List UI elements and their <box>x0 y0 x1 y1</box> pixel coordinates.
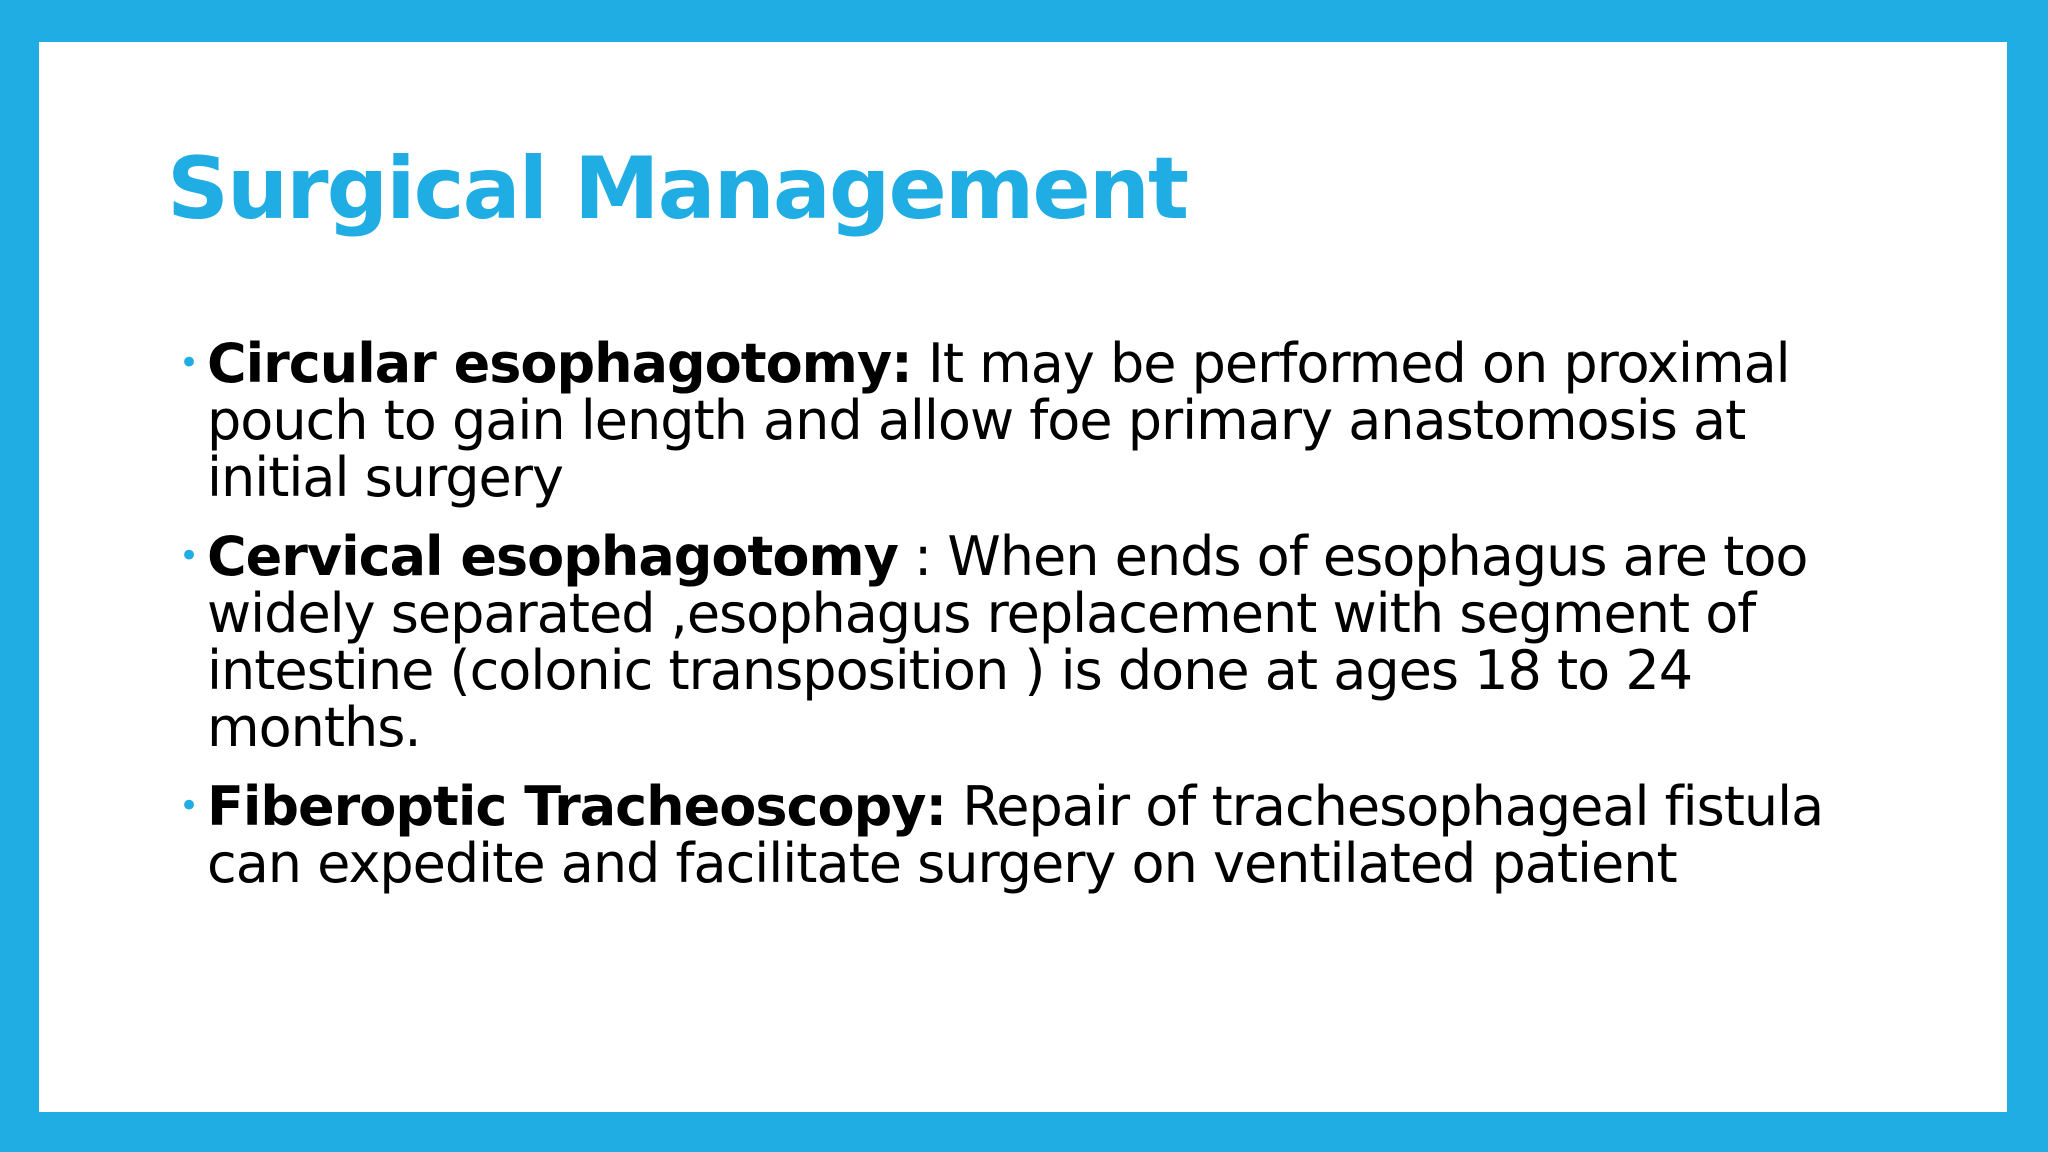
bullet-item <box>179 775 1887 895</box>
bullet-dot-icon: • <box>179 343 199 383</box>
bullet-term: Cervical esophagotomy <box>207 525 898 588</box>
bullet-dot-icon: • <box>179 786 199 826</box>
bullet-text: It may be performed on proximal pouch to gain length and allow foe primary anastomosis at initial surgery <box>207 332 1790 509</box>
bullet-text: Repair of trachesophageal fistula can expedite and facilitate surgery on ventilated patient <box>207 775 1824 895</box>
bullet-item <box>179 332 1887 509</box>
bullet-term: Circular esophagotomy: <box>207 332 912 395</box>
bullet-term: Fiberoptic Tracheoscopy: <box>207 775 947 838</box>
bullet-list <box>179 332 1887 914</box>
bullet-text: : When ends of esophagus are too widely separated ,esophagus replacement with segment of intestine (colonic transposition ) is done at ages 18 to 24 months. <box>207 525 1808 759</box>
slide-title: Surgical Management <box>167 139 1188 239</box>
bullet-dot-icon: • <box>179 536 199 576</box>
bullet-item <box>179 525 1887 759</box>
